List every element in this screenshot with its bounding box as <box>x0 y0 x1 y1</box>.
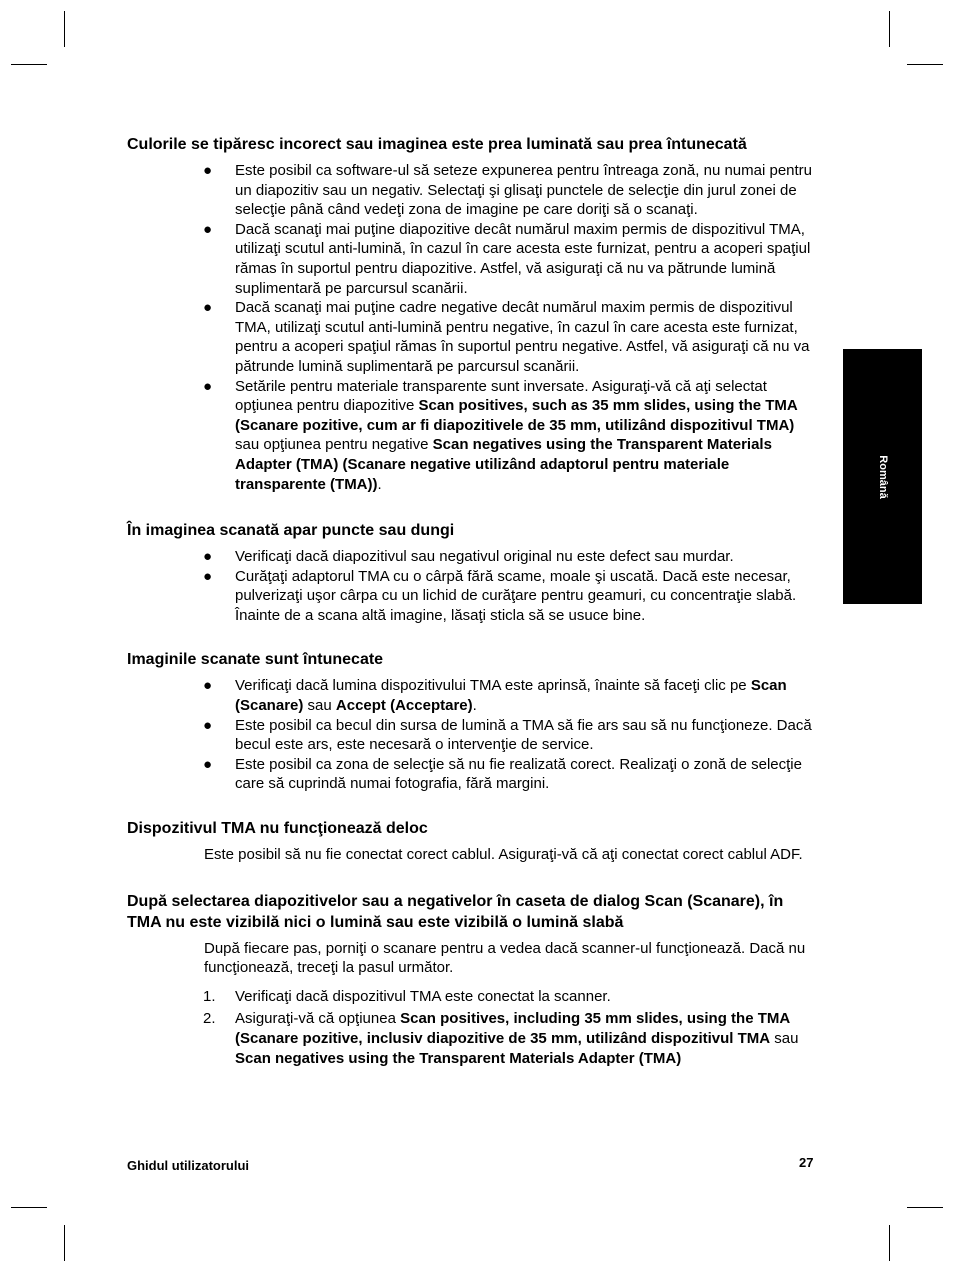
section-spots <box>127 520 817 625</box>
crop-mark <box>889 1225 890 1261</box>
list-item: ● Este posibil ca zona de selecţie să nu fie realizată corect. Realizaţi o zonă de selecţie care să cuprindă numai fotografia, fără margini. <box>203 755 802 793</box>
language-tab-label: Română <box>876 454 889 499</box>
list-item: ● Verificaţi dacă diapozitivul sau negativul original nu este defect sau murdar. <box>203 548 734 566</box>
language-tab <box>843 349 922 604</box>
section-tma-not-working <box>127 818 817 865</box>
crop-mark <box>11 1207 47 1208</box>
list-item: ● Verificaţi dacă lumina dispozitivului TMA este aprinsă, înainte să faceţi clic pe Scan (Scanare) sau Accept (Acceptare). <box>203 677 787 715</box>
crop-mark <box>64 1225 65 1261</box>
list-item: ● Dacă scanaţi mai puţine diapozitive decât numărul maxim permis de dispozitivul TMA, utilizaţi scutul anti-lumină, în cazul în care acesta este furnizat, pentru a acoperi spaţiul rămas în suportul pentru diapozitive. Astfel, vă asiguraţi că nu va pătrunde lumină suplimentară pe parcursul scanării. <box>203 220 811 297</box>
crop-mark <box>64 11 65 47</box>
section-dark-images <box>127 649 817 794</box>
section-title: În imaginea scanată apar puncte sau dungi <box>127 522 455 540</box>
bullet-list <box>127 547 817 625</box>
list-item: 2. Asiguraţi-vă că opţiunea Scan positives, including 35 mm slides, using the TMA (Scanare pozitive, inclusiv diapozitive de 35 mm, utilizând dispozitivul TMA sau Scan negatives using the Transparent Materials Adapter (TMA) <box>203 1010 799 1067</box>
list-item: ● Este posibil ca becul din sursa de lumină a TMA să fie ars sau să nu funcţioneze. Dacă becul este ars, este necesară o intervenţie de service. <box>203 716 812 754</box>
page-number: 27 <box>799 1155 814 1170</box>
paragraph: După fiecare pas, porniţi o scanare pentru a vedea dacă scanner-ul funcţionează. Dacă nu funcţionează, treceţi la pasul următor. <box>204 939 806 977</box>
bullet-list <box>127 676 817 794</box>
list-item: ● Dacă scanaţi mai puţine cadre negative decât numărul maxim permis de dispozitivul TMA, utilizaţi scutul anti-lumină pentru negative, în cazul în care acesta este furnizat, pentru a acoperi spaţiul rămas în suportul pentru negative. Astfel, vă asiguraţi că nu va pătrunde lumină suplimentară pe parcursul scanării. <box>203 299 810 375</box>
section-title: După selectarea diapozitivelor sau a negativelor în caseta de dialog Scan (Scanare), în TMA nu este vizibilă nici o lumină sau este vizibilă o lumină slabă <box>127 892 784 931</box>
list-item: 1. Verificaţi dacă dispozitivul TMA este conectat la scanner. <box>203 987 611 1005</box>
section-title: Culorile se tipăresc incorect sau imaginea este prea luminată sau prea întunecată <box>127 136 747 153</box>
section-title: Dispozitivul TMA nu funcţionează deloc <box>127 820 428 838</box>
section-colors <box>127 134 817 494</box>
section-title: Imaginile scanate sunt întunecate <box>127 651 384 669</box>
list-item: ● Este posibil ca software-ul să seteze expunerea pentru întreaga zonă, nu numai pentru un diapozitiv sau un negativ. Selectaţi şi glisaţi punctele de selecţie din jurul zonei de selecţie până când vedeţi zona de imagine pe care doriţi să o scanaţi. <box>203 162 813 219</box>
bullet-list <box>127 161 817 494</box>
section-no-light <box>127 891 817 1069</box>
numbered-list <box>127 987 817 1068</box>
list-item: ● Curăţaţi adaptorul TMA cu o cârpă fără scame, moale şi uscată. Dacă este necesar, pulverizaţi uşor cârpa cu un lichid de curăţare pentru geamuri, cu concentraţie slabă. Înainte de a scana altă imagine, lăsaţi sticla să se usuce bine. <box>203 567 797 624</box>
footer-guide-title: Ghidul utilizatorului <box>127 1158 250 1173</box>
page-content <box>127 134 817 1088</box>
crop-mark <box>907 1207 943 1208</box>
crop-mark <box>889 11 890 47</box>
crop-mark <box>907 64 943 65</box>
paragraph: Este posibil să nu fie conectat corect cablul. Asiguraţi-vă că aţi conectat corect cablul ADF. <box>204 846 803 864</box>
list-item: ● Setările pentru materiale transparente sunt inversate. Asiguraţi-vă că aţi selectat opţiunea pentru diapozitive Scan positives, such as 35 mm slides, using the TMA (Scanare pozitive, cum ar fi diapozitivele de 35 mm, utilizând dispozitivul TMA) sau opţiunea pentru negative Scan negatives using the Transparent Materials Adapter (TMA) (Scanare negative utilizând adaptorul pentru materiale transparente (TMA)). <box>203 377 798 493</box>
crop-mark <box>11 64 47 65</box>
